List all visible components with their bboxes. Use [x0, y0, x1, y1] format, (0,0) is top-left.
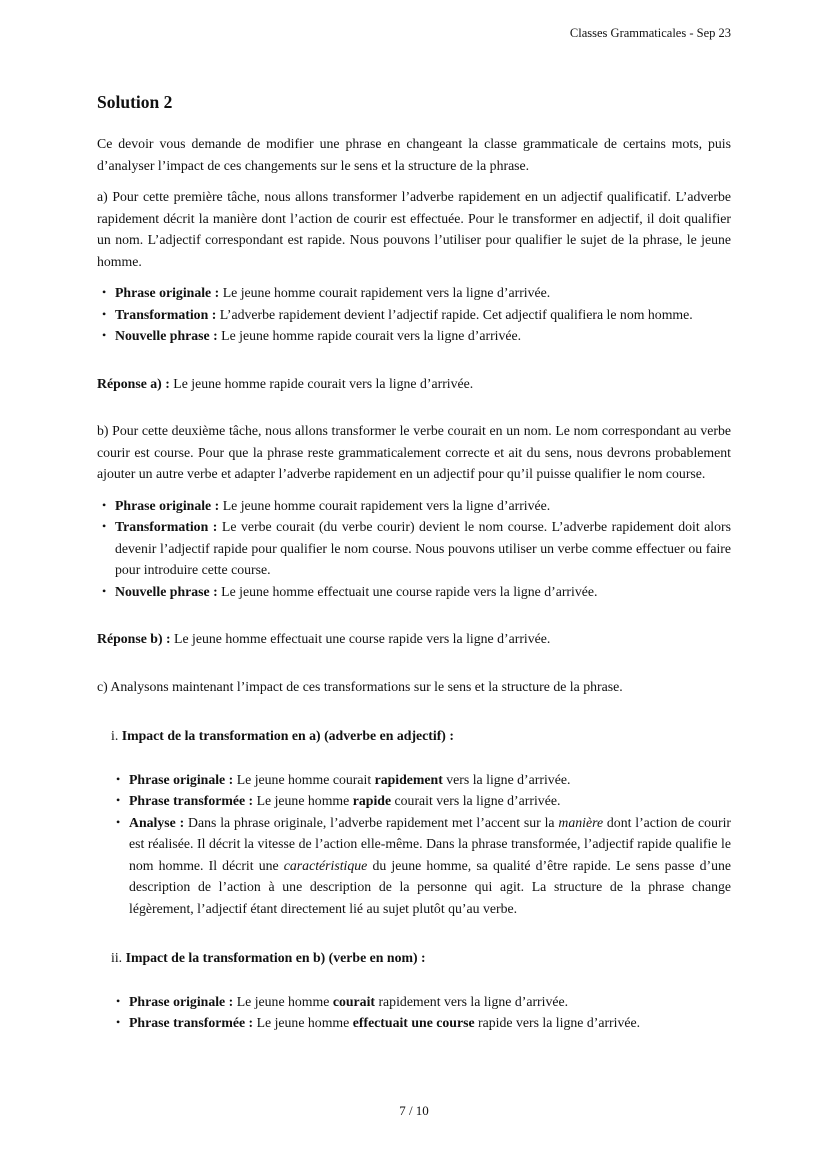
- bullet-list: [111, 991, 731, 1034]
- bullet-item: [111, 769, 731, 791]
- text-segment: du jeune homme, sa qualité d’être rapide. Le sens passe d’une description de l’action à une description de la personne qui agit. La structure de la phrase change légèrement, l’adjectif étant directement lié au sujet plutôt qu’au verbe.: [129, 857, 731, 916]
- text-segment: manière: [558, 814, 604, 830]
- text-segment: Le jeune homme effectuait une course rapide vers la ligne d’arrivée.: [221, 583, 598, 599]
- text-segment: effectuait une course: [352, 1015, 475, 1030]
- bullet-list: [111, 769, 731, 920]
- text-segment: rapidement: [374, 771, 443, 787]
- response-line: [97, 373, 731, 395]
- page-number: 7 / 10: [399, 1103, 429, 1118]
- text-segment: Phrase transformée :: [129, 1015, 257, 1030]
- bullet-item: [111, 991, 731, 1013]
- text-segment: vers la ligne d’arrivée.: [442, 771, 571, 787]
- text-segment: rapide: [352, 793, 392, 808]
- text-segment: Phrase originale :: [129, 993, 237, 1009]
- bullet-item: [111, 1012, 731, 1034]
- text-segment: ii.: [111, 950, 126, 965]
- text-segment: Le verbe courait (du verbe courir) devient le nom course. L’adverbe rapidement doit alors devenir l’adjectif rapide pour qualifier le nom course. Nous pouvons utiliser un verbe comme effectuer ou faire pour introduire cette course.: [115, 519, 731, 577]
- section-subheading: [111, 947, 731, 969]
- text-segment: Le jeune homme courait rapidement vers la ligne d’arrivée.: [222, 497, 551, 513]
- text-segment: Impact de la transformation en a) (adverbe en adjectif) :: [121, 728, 454, 743]
- text-segment: Dans la phrase originale, l’adverbe rapidement met l’accent sur la: [188, 814, 559, 830]
- bullet-list: [97, 282, 731, 347]
- text-segment: Analyse :: [129, 814, 189, 830]
- text-segment: Impact de la transformation en b) (verbe en nom) :: [125, 950, 426, 965]
- text-segment: a) Pour cette première tâche, nous allons transformer l’adverbe rapidement en un adjectif qualificatif. L’adverbe rapidement décrit la manière dont l’action de courir est effectuée. Pour le transformer en adjectif, il doit qualifier un nom. L’adjectif correspondant est rapide. Nous pouvons l’utiliser pour qualifier le sujet de la phrase, le jeune homme.: [97, 189, 731, 269]
- response-line: [97, 628, 731, 650]
- bullet-item: [111, 812, 731, 920]
- paragraph: [97, 420, 731, 485]
- text-segment: L’adverbe rapidement devient l’adjectif rapide. Cet adjectif qualifiera le nom homme.: [219, 306, 693, 322]
- bullet-item: [97, 495, 731, 517]
- section-subheading: [111, 725, 731, 747]
- text-segment: Ce devoir vous demande de modifier une phrase en changeant la classe grammaticale de certains mots, puis d’analyser l’impact de ces changements sur le sens et la structure de la phrase.: [97, 136, 731, 173]
- text-segment: courait: [332, 993, 376, 1009]
- text-segment: caractéristique: [283, 857, 368, 873]
- text-segment: courait vers la ligne d’arrivée.: [391, 793, 561, 808]
- text-segment: Le jeune homme: [236, 993, 333, 1009]
- bullet-item: [111, 790, 731, 812]
- bullet-item: [97, 581, 731, 603]
- text-segment: b) Pour cette deuxième tâche, nous allons transformer le verbe courait en un nom. Le nom correspondant au verbe courir est course. Pour que la phrase reste grammaticalement correcte et ait du sens, nous devrons probablement ajouter un autre verbe et adapter l’adverbe rapidement en un adjectif pour qu’il puisse qualifier le nom course.: [97, 423, 731, 481]
- text-segment: Le jeune homme: [256, 793, 353, 808]
- bullet-item: [97, 325, 731, 347]
- bullet-item: [97, 282, 731, 304]
- text-segment: Nouvelle phrase :: [115, 583, 222, 599]
- paragraph: [97, 186, 731, 272]
- text-segment: c) Analysons maintenant l’impact de ces transformations sur le sens et la structure de la phrase.: [97, 678, 623, 694]
- text-segment: Nouvelle phrase :: [115, 328, 222, 343]
- text-segment: Phrase originale :: [115, 497, 223, 513]
- text-segment: Phrase originale :: [115, 285, 223, 300]
- section-title: Solution 2: [97, 92, 173, 112]
- text-segment: Le jeune homme: [256, 1015, 353, 1030]
- paragraph: [97, 133, 731, 176]
- document-content: [97, 92, 731, 1046]
- text-segment: rapide vers la ligne d’arrivée.: [474, 1015, 641, 1030]
- text-segment: Réponse a) :: [97, 375, 174, 391]
- page-header-text: Classes Grammaticales - Sep 23: [569, 26, 731, 40]
- bullet-item: [97, 516, 731, 581]
- paragraph: [97, 676, 731, 698]
- bullet-list: [97, 495, 731, 603]
- text-segment: Le jeune homme rapide courait vers la ligne d’arrivée.: [221, 328, 522, 343]
- text-segment: dont l’action de courir est réalisée. Il décrit la vitesse de l’action elle-même. Dans la phrase transformée, l’adjectif rapide qualifie le nom homme. Il décrit une: [129, 814, 732, 873]
- text-segment: Le jeune homme effectuait une course rapide vers la ligne d’arrivée.: [174, 631, 551, 646]
- bullet-item: [97, 304, 731, 326]
- text-segment: Phrase originale :: [129, 771, 237, 787]
- text-segment: rapidement vers la ligne d’arrivée.: [375, 993, 569, 1009]
- text-segment: Transformation :: [115, 306, 220, 322]
- text-segment: Réponse b) :: [97, 631, 175, 646]
- text-segment: i.: [111, 728, 122, 743]
- text-segment: Le jeune homme rapide courait vers la ligne d’arrivée.: [173, 375, 474, 391]
- text-segment: Transformation :: [115, 519, 222, 534]
- text-segment: Phrase transformée :: [129, 793, 257, 808]
- text-segment: Le jeune homme courait rapidement vers la ligne d’arrivée.: [222, 285, 551, 300]
- text-segment: Le jeune homme courait: [236, 771, 375, 787]
